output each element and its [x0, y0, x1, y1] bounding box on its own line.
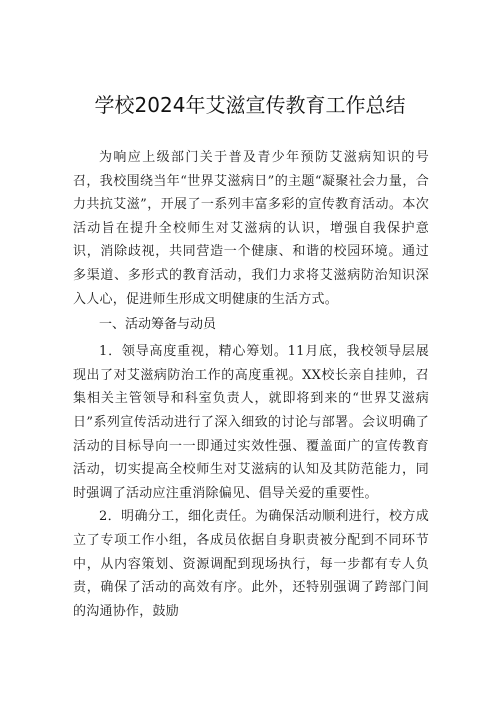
- item-paragraph-2: 2．明确分工，细化责任。为确保活动顺利进行，校方成立了专项工作小组，各成员依据自身职责被分配到不同环节中，从内容策划、资源调配到现场执行，每一步都有专人负责，确保了活动的高效有序。此外，还特别强调了跨部门间的沟通协作，鼓励: [73, 509, 429, 619]
- item-paragraph-1: 1．领导高度重视，精心筹划。11月底，我校领导层展现出了对艾滋病防治工作的高度重视。XX校长亲自挂帅，召集相关主管领导和科室负责人，就即将到来的“世界艾滋病日”系列宣传活动进行了深入细致的讨论与部署。会议明确了活动的目标导向一一即通过实效性强、覆盖面广的宣传教育活动，切实提高全校师生对艾滋病的认知及其防范能力，同时强调了活动应注重消除偏见、倡导关爱的重要性。: [73, 344, 429, 501]
- intro-paragraph: 为响应上级部门关于普及青少年预防艾滋病知识的号召，我校围绕当年“世界艾滋病日”的主题“凝聚社会力量，合力共抗艾滋”，开展了一系列丰富多彩的宣传教育活动。本次活动旨在提升全校师生对艾滋病的认识，增强自我保护意识，消除歧视，共同营造一个健康、和谐的校园环境。通过多渠道、多形式的教育活动，我们力求将艾滋病防治知识深入人心，促进师生形成文明健康的生活方式。: [73, 150, 429, 307]
- section-heading-preparation: 一、活动筹备与动员: [99, 317, 217, 333]
- document-body: [73, 146, 429, 623]
- document-title: 学校2024年艾滋宣传教育工作总结: [94, 93, 406, 117]
